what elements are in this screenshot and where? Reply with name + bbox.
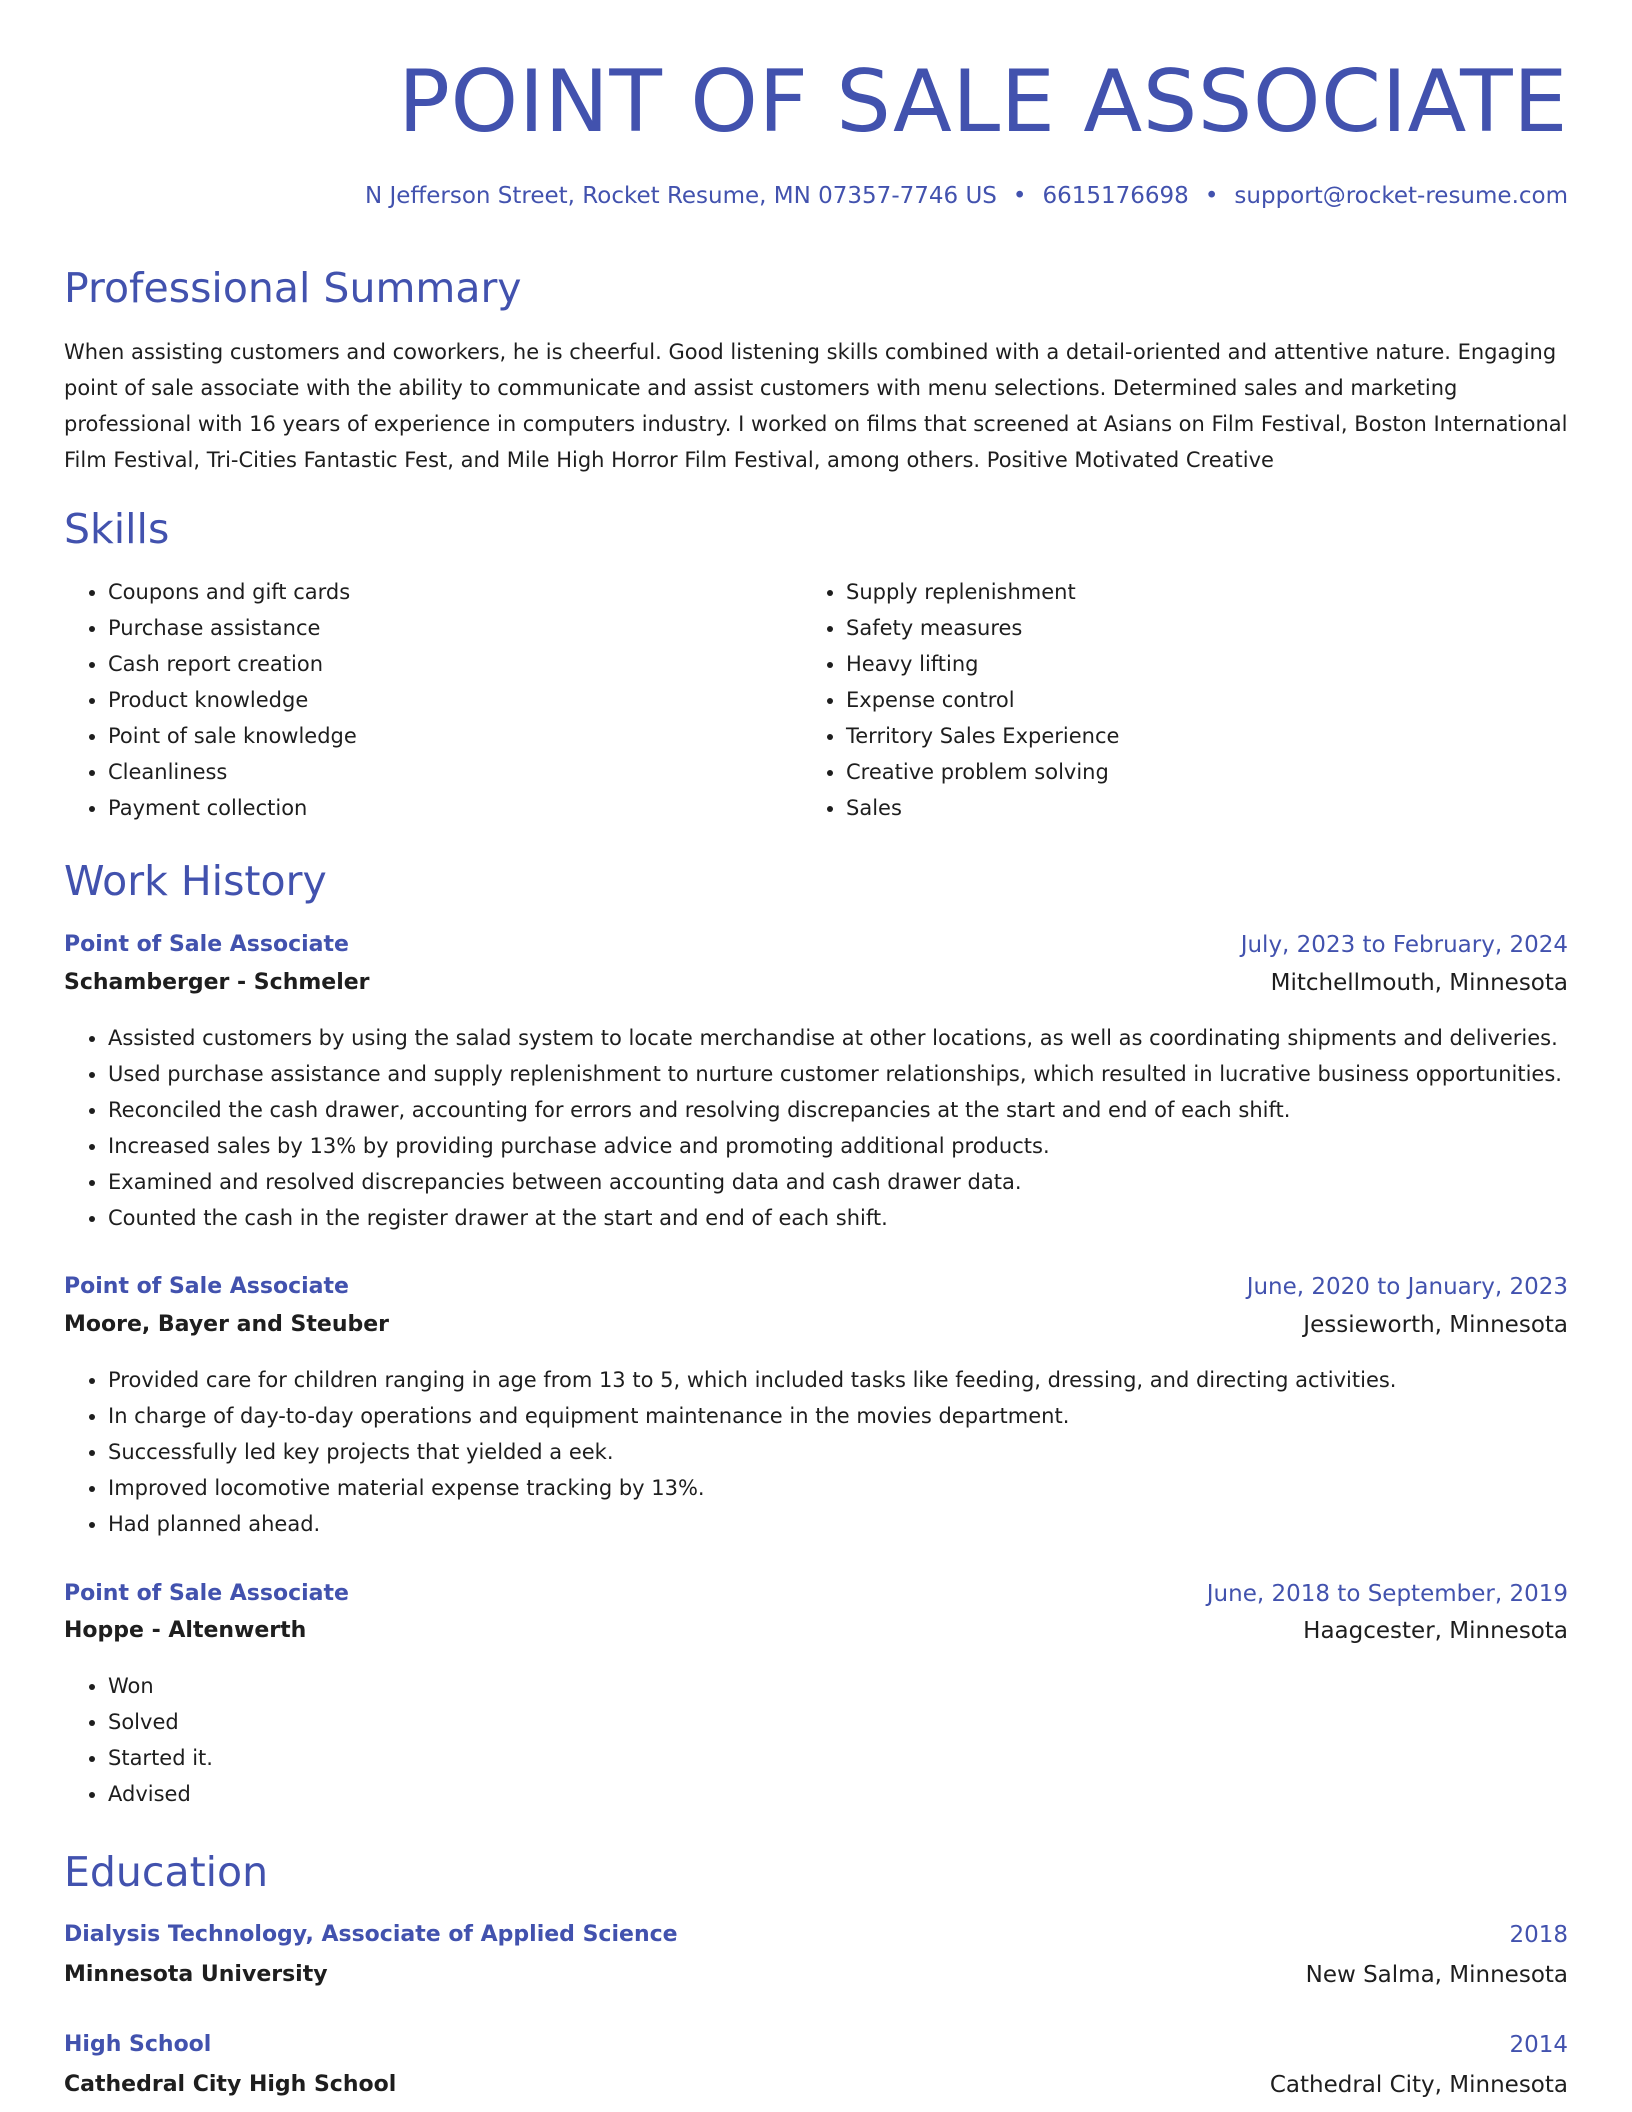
skills-list-right <box>802 574 1546 826</box>
education-degree: Dialysis Technology, Associate of Applied Science <box>64 1922 678 1947</box>
job-bullet: • In charge of day-to-day operations and equipment maintenance in the movies department. <box>108 1398 1612 1434</box>
job-bullet: • Reconciled the cash drawer, accounting for errors and resolving discrepancies at the start and end of each shift. <box>108 1092 1612 1128</box>
job-title: Point of Sale Associate <box>64 1274 349 1299</box>
education-year: 2018 <box>1509 1922 1568 1948</box>
education-school-row <box>64 1958 1568 1992</box>
education-degree: High School <box>64 2032 212 2057</box>
skills-heading: Skills <box>64 505 170 553</box>
skill-item: • Creative problem solving <box>846 754 1546 790</box>
contact-email: support@rocket-resume.com <box>1234 183 1568 209</box>
skill-item: • Safety measures <box>846 610 1546 646</box>
skill-item: • Supply replenishment <box>846 574 1546 610</box>
job-bullet: • Increased sales by 13% by providing purchase advice and promoting additional products. <box>108 1128 1612 1164</box>
skill-item: • Cleanliness <box>108 754 788 790</box>
job-title: Point of Sale Associate <box>64 932 349 957</box>
education-location: Cathedral City, Minnesota <box>1269 2072 1568 2098</box>
job-company-row <box>64 966 1568 1000</box>
skill-item: • Payment collection <box>108 790 788 826</box>
job-bullets <box>64 1020 1612 1236</box>
skill-item: • Expense control <box>846 682 1546 718</box>
job-bullet: • Solved <box>108 1704 1612 1740</box>
job-location: Haagcester, Minnesota <box>1303 1618 1568 1644</box>
job-bullets <box>64 1362 1612 1542</box>
job-location: Jessieworth, Minnesota <box>1303 1312 1568 1338</box>
job-bullet: • Examined and resolved discrepancies between accounting data and cash drawer data. <box>108 1164 1612 1200</box>
skill-item: • Heavy lifting <box>846 646 1546 682</box>
job-header <box>64 1270 1568 1304</box>
contact-address: N Jefferson Street, Rocket Resume, MN 07357-7746 US <box>364 183 997 209</box>
skill-item: • Point of sale knowledge <box>108 718 788 754</box>
skill-item: • Sales <box>846 790 1546 826</box>
skills-list-left <box>64 574 788 826</box>
contact-line <box>365 180 1568 212</box>
job-dates: June, 2018 to September, 2019 <box>1206 1581 1568 1607</box>
contact-separator: • <box>1012 183 1027 209</box>
education-school-row <box>64 2068 1568 2102</box>
education-header <box>64 1918 1568 1952</box>
job-company: Hoppe - Altenwerth <box>64 1618 307 1643</box>
summary-heading: Professional Summary <box>64 264 522 312</box>
job-company: Moore, Bayer and Steuber <box>64 1312 389 1337</box>
skill-item: • Purchase assistance <box>108 610 788 646</box>
education-header <box>64 2028 1568 2062</box>
skill-item: • Product knowledge <box>108 682 788 718</box>
education-location: New Salma, Minnesota <box>1305 1962 1568 1988</box>
job-bullets <box>64 1668 1612 1812</box>
job-bullet: • Had planned ahead. <box>108 1506 1612 1542</box>
education-heading: Education <box>64 1848 269 1896</box>
job-bullet: • Improved locomotive material expense tracking by 13%. <box>108 1470 1612 1506</box>
job-dates: July, 2023 to February, 2024 <box>1240 932 1568 958</box>
skill-item: • Cash report creation <box>108 646 788 682</box>
skill-item: • Coupons and gift cards <box>108 574 788 610</box>
job-bullet: • Counted the cash in the register drawer at the start and end of each shift. <box>108 1200 1612 1236</box>
job-bullet: • Successfully led key projects that yielded a eek. <box>108 1434 1612 1470</box>
job-dates: June, 2020 to January, 2023 <box>1246 1274 1568 1300</box>
job-bullet: • Started it. <box>108 1740 1612 1776</box>
job-bullet: • Provided care for children ranging in age from 13 to 5, which included tasks like feeding, dressing, and directing activities. <box>108 1362 1612 1398</box>
job-header <box>64 1577 1568 1611</box>
work-history-heading: Work History <box>64 857 327 905</box>
skill-item: • Territory Sales Experience <box>846 718 1546 754</box>
job-bullet: • Won <box>108 1668 1612 1704</box>
contact-separator: • <box>1204 183 1219 209</box>
job-company: Schamberger - Schmeler <box>64 970 370 995</box>
education-year: 2014 <box>1509 2032 1568 2058</box>
summary-text: When assisting customers and coworkers, he is cheerful. Good listening skills combined with a detail-oriented and attentive nature. Engaging point of sale associate with the ability to communicate and assist customers with menu selections. Determined sales and marketing professional with 16 years of experience in computers industry. I worked on films that screened at Asians on Film Festival, Boston International Film Festival, Tri-Cities Fantastic Fest, and Mile High Horror Film Festival, among others. Positive Motivated Creative <box>64 340 1568 472</box>
resume-title: POINT OF SALE ASSOCIATE <box>398 52 1568 152</box>
job-company-row <box>64 1614 1568 1648</box>
job-bullet: • Assisted customers by using the salad system to locate merchandise at other locations, as well as coordinating shipments and deliveries. <box>108 1020 1612 1056</box>
education-school: Minnesota University <box>64 1962 328 1987</box>
job-bullet: • Used purchase assistance and supply replenishment to nurture customer relationships, which resulted in lucrative business opportunities. <box>108 1056 1612 1092</box>
job-location: Mitchellmouth, Minnesota <box>1270 970 1568 996</box>
job-title: Point of Sale Associate <box>64 1581 349 1606</box>
job-bullet: • Advised <box>108 1776 1612 1812</box>
contact-phone: 6615176698 <box>1042 183 1189 209</box>
job-company-row <box>64 1308 1568 1342</box>
job-header <box>64 928 1568 962</box>
education-school: Cathedral City High School <box>64 2072 397 2097</box>
